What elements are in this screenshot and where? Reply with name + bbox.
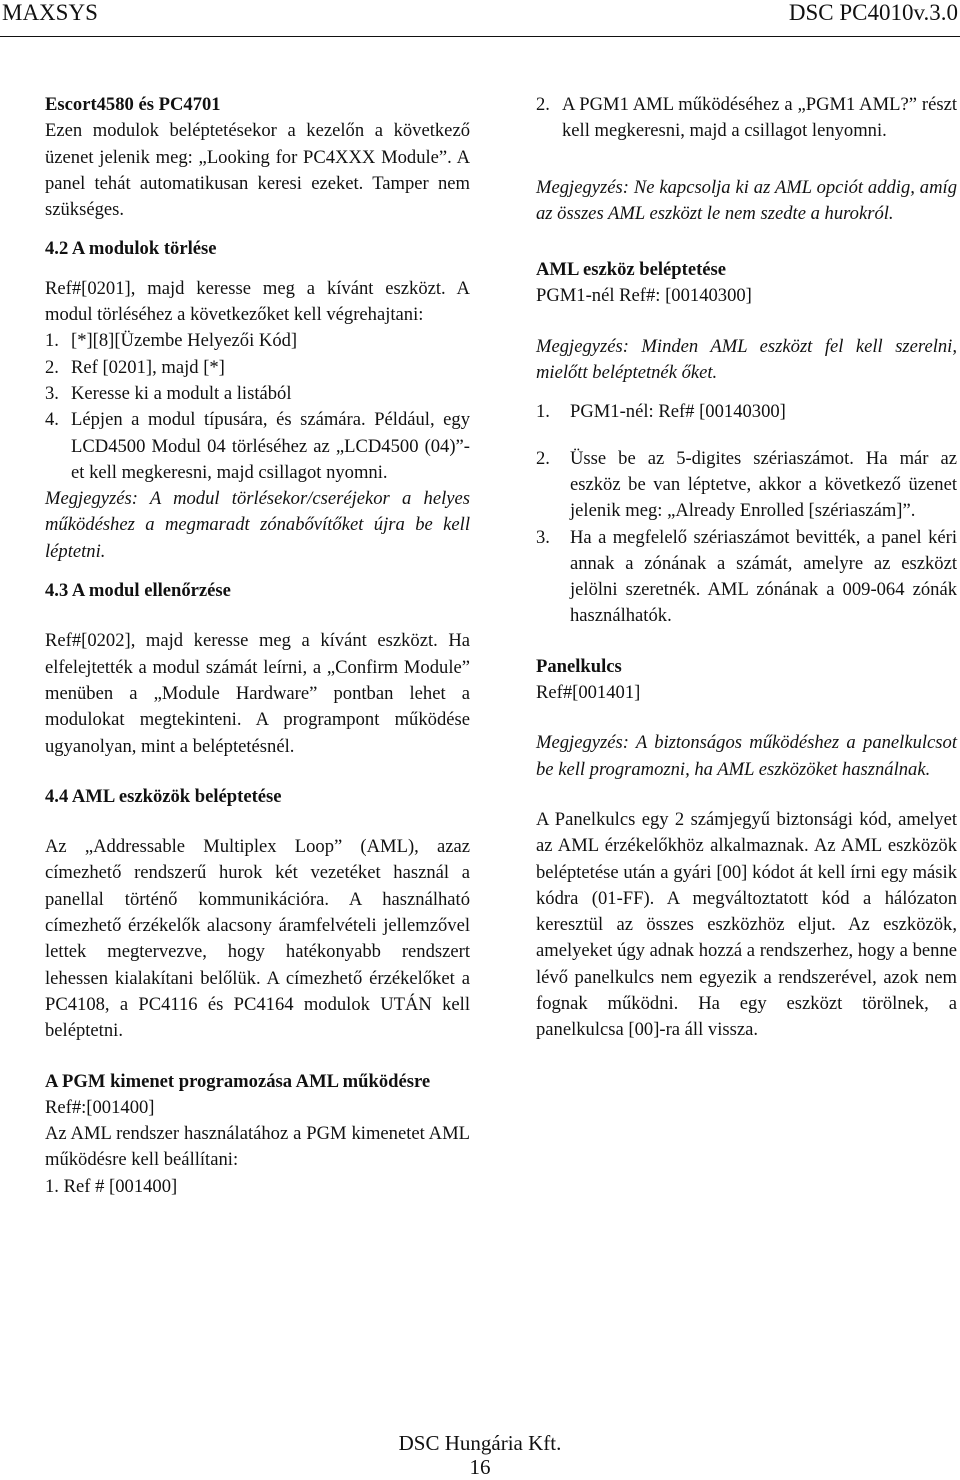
- note-panelkulcs: Megjegyzés: A biztonságos működéshez a panelkulcsot be kell programozni, ha AML eszközöket használnak.: [536, 732, 957, 780]
- panelkulcs-text: A Panelkulcs egy 2 számjegyű biztonsági kód, amelyet az AML érzékelőkhöz alkalmaznak. Az AML eszközök beléptetése után a gyári [00] kódot át kell írni egy másik kódra (01-FF). A megváltoztatott kód a hálózaton keresztül az összes eszközhöz eljut. Az eszközök, amelyeket úgy adnak hozzá a rendszerhez, hogy a benne lévő panelkulcs nem egyezik a rendszerével, azok nem fognak működni. Ha egy eszközt törölnek, a panelkulcsa [00]-ra áll vissza.: [536, 808, 957, 1041]
- header-brand: MAXSYS: [2, 0, 98, 25]
- list-item: 1. [*][8][Üzembe Helyezői Kód]: [45, 330, 298, 352]
- pgm-ref: Ref#:[001400]: [45, 1096, 155, 1118]
- escort-title: Escort4580 és PC4701: [45, 94, 221, 115]
- pgm-step-1: 1. Ref # [001400]: [45, 1175, 178, 1197]
- list-item: 1. PGM1-nél: Ref# [00140300]: [536, 401, 786, 423]
- escort-text: Ezen modulok beléptetésekor a kezelőn a következő üzenet jelenik meg: „Looking for PC4XXX Module”. A panel tehát automatikusan keresi ezeket. Tamper nem szükséges.: [45, 120, 470, 221]
- section-4-3-title: 4.3 A modul ellenőrzése: [45, 580, 231, 602]
- header-rule: [0, 36, 960, 37]
- list-item: 2. Ref [0201], majd [*]: [45, 356, 225, 378]
- list-item: 3. Ha a megfelelő szériaszámot bevitték, a panel kéri annak a zónának a számát, amelyre az eszközt jelölni szeretnék. AML zónának a 009-064 zónák használhatók.: [536, 526, 957, 627]
- pgm-title: A PGM kimenet programozása AML működésre: [45, 1070, 431, 1092]
- pgm-text: Az AML rendszer használatához a PGM kimenetet AML működésre kell beállítani:: [45, 1123, 470, 1171]
- footer-organization: DSC Hungária Kft.: [398, 1431, 562, 1455]
- right-column: [536, 92, 957, 1044]
- note-aml-option: Megjegyzés: Ne kapcsolja ki az AML opciót addig, amíg az összes AML eszközt le nem szedte a hurokról.: [536, 176, 957, 224]
- panelkulcs-title: Panelkulcs: [536, 655, 622, 677]
- pgm-steps-continued: [536, 92, 957, 145]
- section-4-2-intro: Ref#[0201], majd keresse meg a kívánt eszközt. A modul törléséhez a következőket kell végrehajtani:: [45, 277, 470, 326]
- section-4-3-text: Ref#[0202], majd keresse meg a kívánt eszközt. Ha elfelejtették a modul számát leírni, a „Confirm Module” menüben a „Module Hardware” pontban lehet a modulokat megtekinteni. A programpont működése ugyanolyan, mint a beléptetésnél.: [45, 630, 470, 757]
- section-4-4-text: Az „Addressable Multiplex Loop” (AML), azaz címezhető rendszerű hurok két vezetéket használ a panellal történő kommunikációra. A használható címezhető érzékelők alacsony áramfelvételi jellemzővel lettek megtervezve, hogy hatékonyabb rendszert lehessen kialakítani belőlük. A címezhető érzékelőket a PC4108, a PC4116 és PC4164 modulok UTÁN kell beléptetni.: [45, 836, 470, 1042]
- panelkulcs-ref: Ref#[001401]: [536, 682, 641, 704]
- section-4-2-title: 4.2 A modulok törlése: [45, 238, 217, 260]
- aml-enroll-title: AML eszköz beléptetése: [536, 259, 727, 281]
- left-column: [45, 92, 470, 1200]
- list-item: 3. Keresse ki a modult a listából: [45, 382, 292, 404]
- list-item: 2. Üsse be az 5-digites szériaszámot. Ha már az eszköz be van léptetve, akkor a következő üzenet jelenik meg: „Already Enrolled [szériaszám]”.: [536, 447, 957, 522]
- section-4-4-title: 4.4 AML eszközök beléptetése: [45, 785, 282, 807]
- aml-enroll-steps: [536, 399, 957, 629]
- section-4-2-steps: [45, 328, 470, 486]
- aml-enroll-ref: PGM1-nél Ref#: [00140300]: [536, 285, 752, 307]
- note-aml-install: Megjegyzés: Minden AML eszközt fel kell szerelni, mielőtt beléptetnék őket.: [536, 335, 957, 384]
- list-item: 4. Lépjen a modul típusára, és számára. Például, egy LCD4500 Modul 04 törléséhez az „LCD4500 (04)”-et kell megkeresni, majd csillagot nyomni.: [45, 409, 470, 483]
- section-4-2-note: Megjegyzés: A modul törlésekor/cseréjekor a helyes működéshez a megmaradt zónabővítőket újra be kell léptetni.: [45, 488, 470, 562]
- header-model: DSC PC4010v.3.0: [788, 0, 958, 25]
- page-header: [0, 0, 960, 40]
- list-item: 2. A PGM1 AML működéséhez a „PGM1 AML?” részt kell megkeresni, majd a csillagot lenyomni.: [536, 94, 957, 142]
- page-number: 16: [469, 1455, 491, 1479]
